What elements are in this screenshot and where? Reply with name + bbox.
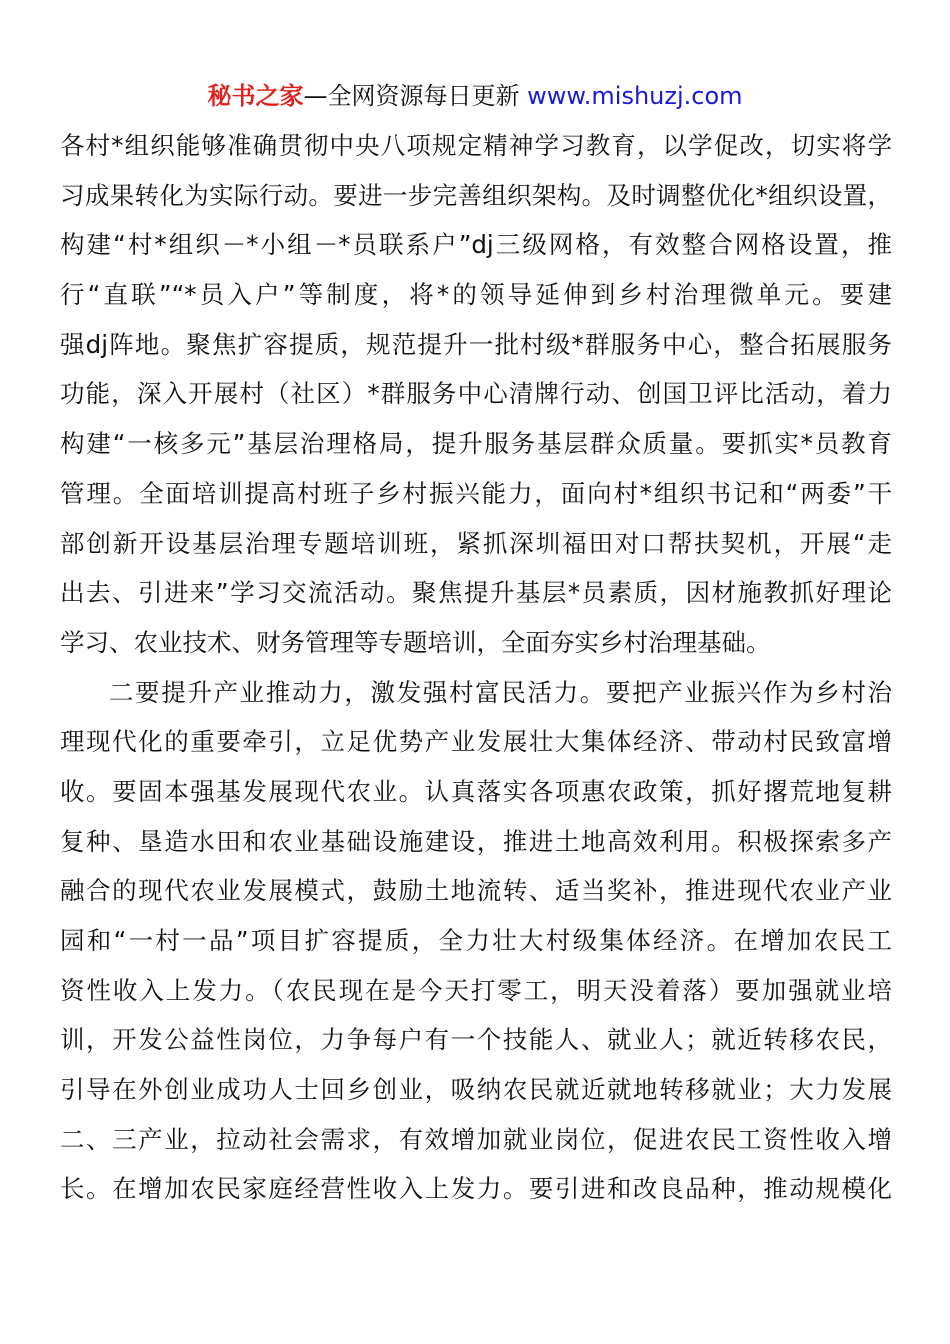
text-line: 理现代化的重要牵引，立足优势产业发展壮大集体经济、带动村民致富增 — [60, 727, 892, 757]
text-line: 训，开发公益性岗位，力争每户有一个技能人、就业人；就近转移农民， — [60, 1025, 892, 1055]
site-brand: 秘书之家 — [207, 82, 304, 110]
site-header — [0, 80, 950, 112]
text-line: 园和“一村一品”项目扩容提质，全力壮大村级集体经济。在增加农民工 — [60, 926, 892, 955]
text-line: 部创新开设基层治理专题培训班，紧抓深圳福田对口帮扶契机，开展“走 — [60, 528, 892, 558]
text-line: 管理。全面培训提高村班子乡村振兴能力，面向村*组织书记和“两委”干 — [60, 478, 892, 508]
text-line: 学习、农业技术、财务管理等专题培训，全面夯实乡村治理基础。 — [60, 627, 771, 657]
text-line: 构建“一核多元”基层治理格局，提升服务基层群众质量。要抓实*员教育 — [60, 429, 892, 459]
text-line: 二、三产业，拉动社会需求，有效增加就业岗位，促进农民工资性收入增 — [60, 1124, 892, 1154]
text-line: 长。在增加农民家庭经营性收入上发力。要引进和改良品种，推动规模化 — [60, 1174, 892, 1204]
text-line: 功能，深入开展村（社区）*群服务中心清牌行动、创国卫评比活动，着力 — [60, 379, 892, 409]
text-line: 资性收入上发力。（农民现在是今天打零工，明天没着落）要加强就业培 — [60, 975, 892, 1005]
text-line: 习成果转化为实际行动。要进一步完善组织架构。及时调整优化*组织设置， — [60, 180, 892, 210]
paragraph-2 — [60, 668, 892, 1215]
text-line: 构建“村*组织－*小组－*员联系户”dj三级网格，有效整合网格设置，推 — [60, 230, 892, 260]
text-line: 行“直联”“*员入户”等制度，将*的领导延伸到乡村治理微单元。要建 — [60, 280, 892, 310]
text-line: 二要提升产业推动力，激发强村富民活力。要把产业振兴作为乡村治 — [109, 677, 892, 707]
text-line: 融合的现代农业发展模式，鼓励土地流转、适当奖补，推进现代农业产业 — [60, 876, 892, 906]
text-line: 出去、引进来”学习交流活动。聚焦提升基层*员素质，因材施教抓好理论 — [60, 578, 892, 608]
document-body — [60, 121, 892, 1214]
text-line: 强dj阵地。聚焦扩容提质，规范提升一批村级*群服务中心，整合拓展服务 — [60, 329, 892, 359]
text-line: 复种、垦造水田和农业基础设施建设，推进土地高效利用。积极探索多产 — [60, 826, 892, 856]
text-line: 引导在外创业成功人士回乡创业，吸纳农民就近就地转移就业；大力发展 — [60, 1075, 892, 1105]
text-line: 收。要固本强基发展现代农业。认真落实各项惠农政策，抓好撂荒地复耕 — [60, 776, 892, 806]
paragraph-1 — [60, 121, 892, 668]
text-line: 各村*组织能够准确贯彻中央八项规定精神学习教育，以学促改，切实将学 — [60, 131, 892, 160]
site-url-link[interactable]: www.mishuzj.com — [527, 82, 743, 110]
site-tagline: —全网资源每日更新 — [303, 82, 528, 110]
